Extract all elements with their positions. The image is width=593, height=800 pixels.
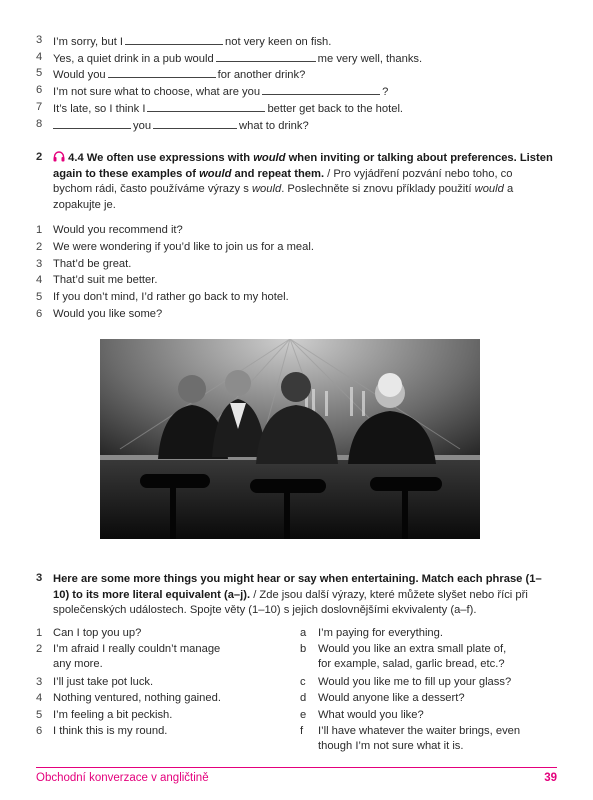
phrase-item: 5 I’m feeling a bit peckish.: [36, 709, 173, 721]
item-number: 7: [36, 101, 43, 113]
item-text: what to drink?: [239, 120, 309, 132]
page-number: 39: [544, 772, 557, 784]
item-text: ?: [382, 86, 389, 98]
phrase-item: 6 I think this is my round.: [36, 725, 168, 737]
footer-divider: [36, 767, 557, 768]
equivalent-text: I’ll have whatever the waiter brings, even: [318, 725, 521, 737]
item-number: 8: [36, 118, 43, 130]
answer-blank[interactable]: [216, 51, 316, 62]
phrase-item-cont: any more.: [53, 658, 103, 670]
phrase-item: 4 Nothing ventured, nothing gained.: [36, 692, 221, 704]
ex1-item-4: [0, 51, 593, 67]
item-number: 5: [36, 67, 43, 79]
item-text: for another drink?: [217, 69, 306, 81]
equivalent-text-cont: for example, salad, garlic bread, etc.?: [318, 658, 505, 670]
headphones-icon[interactable]: [53, 152, 65, 164]
phrase-item: 3 I’ll just take pot luck.: [36, 676, 154, 688]
exercise-2-instructions: 4.4 We often use expressions with would when inviting or talking about preferences. Listen again to these examples of would and repeat them. / Pro vyjádření pozvání nebo toho, co bychom rádi, často používáme výrazy s would. Poslechněte si znovu příklady použití would a zopakujte je.: [53, 152, 553, 211]
ex1-item-6: [0, 84, 593, 100]
phrase-item: 2 I’m afraid I really couldn’t manage: [36, 643, 221, 655]
equivalent-letter: d: [300, 692, 307, 704]
equivalent-text: What would you like?: [318, 709, 424, 721]
equivalent-letter: f: [300, 725, 304, 737]
item-number: 4: [36, 51, 43, 63]
answer-blank[interactable]: [108, 67, 216, 78]
equivalent-letter: a: [300, 627, 307, 639]
answer-blank[interactable]: [153, 118, 237, 129]
ex1-item-8: [0, 118, 593, 134]
ex1-item-3: [0, 34, 593, 50]
exercise-number: 2: [36, 151, 43, 163]
answer-blank[interactable]: [262, 84, 380, 95]
item-text: not very keen on fish.: [225, 36, 332, 48]
phrase-item: 1 Can I top you up?: [36, 627, 142, 639]
photo-businessmen-at-bar: [100, 339, 480, 539]
equivalent-letter: c: [300, 676, 306, 688]
equivalent-text: Would anyone like a dessert?: [318, 692, 465, 704]
equivalent-text: Would you like me to fill up your glass?: [318, 676, 512, 688]
answer-blank[interactable]: [147, 101, 265, 112]
answer-blank[interactable]: [125, 34, 223, 45]
item-text: I’m not sure what to choose, what are you: [53, 86, 261, 98]
exercise-number: 3: [36, 572, 43, 584]
item-text: Would you: [53, 69, 106, 81]
item-text: better get back to the hotel.: [267, 103, 404, 115]
ex2-item: 3 That’d be great.: [36, 258, 132, 270]
ex2-item: 2 We were wondering if you’d like to join us for a meal.: [36, 241, 314, 253]
ex1-item-5: [0, 67, 593, 83]
ex2-item: 1 Would you recommend it?: [36, 224, 183, 236]
photo-illustration: [100, 339, 480, 539]
equivalent-text: Would you like an extra small plate of,: [318, 643, 507, 655]
item-text: me very well, thanks.: [317, 53, 423, 65]
item-text: I’m sorry, but I: [53, 36, 124, 48]
equivalent-letter: e: [300, 709, 307, 721]
equivalent-text-cont: though I’m not sure what it is.: [318, 740, 464, 752]
equivalent-letter: b: [300, 643, 307, 655]
ex2-item: 6 Would you like some?: [36, 308, 163, 320]
item-number: 3: [36, 34, 43, 46]
item-text: Yes, a quiet drink in a pub would: [53, 53, 214, 65]
audio-track-label[interactable]: 4.4: [68, 152, 84, 164]
ex2-item: 5 If you don’t mind, I’d rather go back to my hotel.: [36, 291, 289, 303]
item-text: It’s late, so I think I: [53, 103, 146, 115]
ex1-item-7: [0, 101, 593, 117]
item-text: you: [133, 120, 152, 132]
footer-book-title: Obchodní konverzace v angličtině: [36, 772, 209, 784]
exercise-3-instructions: Here are some more things you might hear or say when entertaining. Match each phrase (1–10) to its more literal equivalent (a–j). / Zde jsou další výrazy, které můžete slyšet nebo říci při společenských událostech. Spojte věty (1–10) s jejich doslovnějšími ekvivalenty (a–f).: [53, 573, 542, 617]
answer-blank[interactable]: [53, 118, 131, 129]
equivalent-text: I’m paying for everything.: [318, 627, 443, 639]
ex2-item: 4 That’d suit me better.: [36, 274, 158, 286]
item-number: 6: [36, 84, 43, 96]
